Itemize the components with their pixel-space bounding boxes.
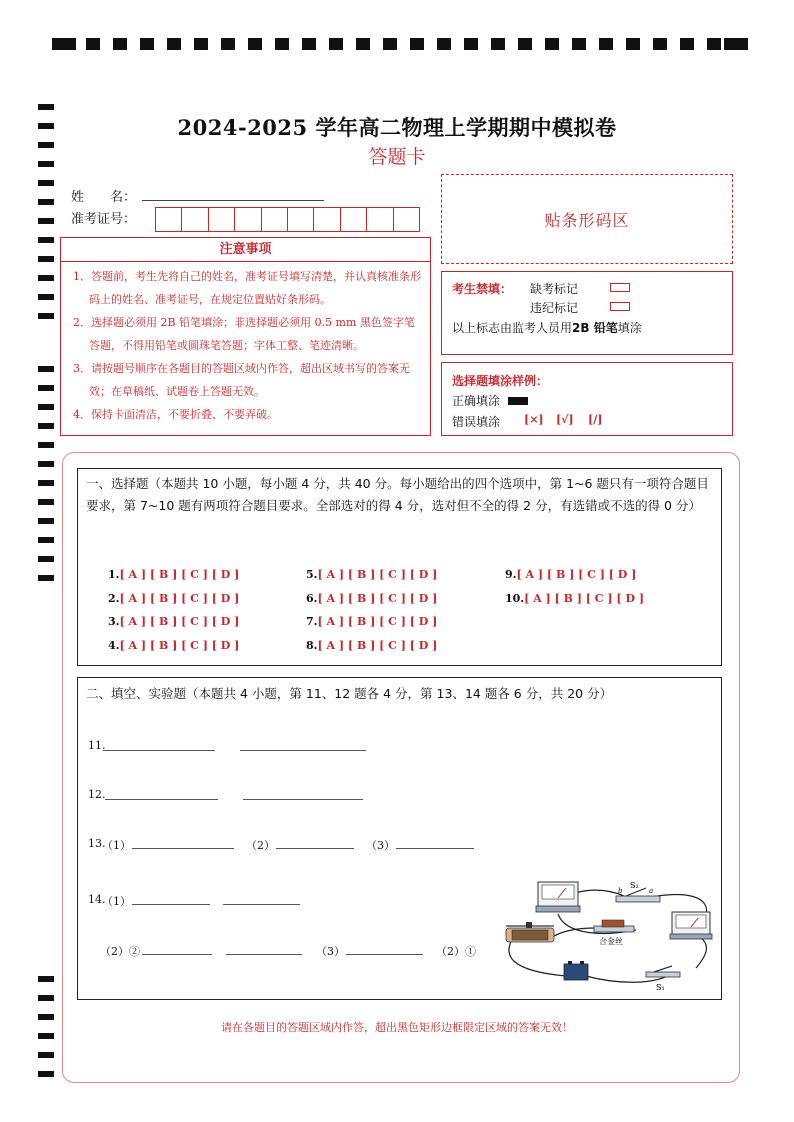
question-row[interactable] — [108, 568, 239, 581]
top-timing-marks — [52, 38, 748, 52]
question-row[interactable] — [505, 568, 636, 581]
sample-title: 选择题填涂样例： — [452, 374, 549, 388]
question-row[interactable] — [108, 592, 239, 605]
question-options[interactable]: [ A ] [ B ] [ C ] [ D ] — [317, 639, 438, 652]
q14-blank-2[interactable] — [223, 904, 300, 905]
timing-mark — [329, 38, 343, 50]
question-row[interactable] — [505, 592, 644, 605]
examinee-forbidden-box — [441, 271, 733, 355]
note-item: 3．请按题号顺序在各题目的答题区域内作答，超出区域书写的答案无效；在草稿纸、试题卷上答题无效。 — [73, 362, 410, 398]
q14-number: 14. — [88, 893, 106, 906]
barcode-area — [441, 174, 733, 264]
question-row[interactable] — [306, 615, 437, 628]
note-item: 1．答题前，考生先将自己的姓名，准考证号填写清楚，并认真核准条形码上的姓名、准考证号，在规定位置贴好条形码。 — [73, 270, 421, 306]
s1-label: S₁ — [656, 983, 665, 992]
timing-mark — [38, 104, 54, 110]
id-digit-box[interactable] — [156, 208, 182, 231]
section-fill-in — [77, 677, 722, 1000]
battery-icon — [564, 961, 588, 980]
question-options[interactable]: [ A ] [ B ] [ C ] [ D ] — [317, 568, 438, 581]
timing-mark — [38, 461, 54, 467]
question-row[interactable] — [108, 615, 239, 628]
forbidden-note — [452, 319, 642, 336]
timing-mark — [599, 38, 613, 50]
page-subtitle: 答题卡 — [368, 146, 426, 168]
note-item: 2．选择题必须用 2B 铅笔填涂；非选择题必须用 0.5 mm 黑色签字笔答题，不得用铅笔或圆珠笔答题；字体工整、笔迹清晰。 — [73, 316, 415, 352]
notes-heading: 注意事项 — [61, 238, 430, 262]
q12-number: 12. — [88, 788, 106, 801]
timing-mark — [38, 499, 54, 505]
timing-mark — [302, 38, 316, 50]
timing-mark — [437, 38, 451, 50]
q14-blank-1[interactable] — [132, 904, 210, 905]
timing-mark — [464, 38, 478, 50]
violation-label: 违纪标记 — [530, 301, 579, 315]
forbidden-note-suffix: 填涂 — [617, 321, 642, 335]
question-number: 9. — [505, 568, 517, 581]
id-digit-box[interactable] — [314, 208, 340, 231]
timing-mark — [626, 38, 640, 50]
alloy-label: 合金丝 — [599, 937, 623, 946]
timing-mark — [707, 38, 721, 50]
id-digit-box[interactable] — [209, 208, 235, 231]
id-digit-box[interactable] — [235, 208, 261, 231]
switch-s1-icon — [646, 966, 680, 977]
name-field[interactable] — [142, 200, 324, 201]
q12-blank-2[interactable] — [243, 799, 363, 800]
footer-warning: 请在各题目的答题区域内作答，超出黑色矩形边框限定区域的答案无效！ — [221, 1021, 573, 1034]
timing-mark — [275, 38, 289, 50]
q14-part3: （3） — [316, 945, 345, 958]
timing-mark — [38, 1071, 54, 1077]
q13-blank-3[interactable] — [396, 848, 474, 849]
timing-mark — [140, 38, 154, 50]
wrong-mark: [√] — [556, 413, 574, 426]
q13-blank-2[interactable] — [276, 848, 354, 849]
q11-blank-1[interactable] — [103, 750, 215, 751]
q14-part2a: （2）② — [100, 945, 140, 958]
timing-mark — [38, 976, 54, 982]
forbidden-note-prefix: 以上标志由监考人员用 — [452, 321, 573, 335]
id-digit-box[interactable] — [262, 208, 288, 231]
timing-mark — [38, 575, 54, 581]
timing-mark — [38, 180, 54, 186]
name-label: 姓 名： — [71, 190, 137, 205]
page-title: 2024-2025 学年高二物理上学期期中模拟卷 — [177, 115, 617, 140]
timing-mark — [38, 218, 54, 224]
timing-mark — [38, 275, 54, 281]
question-number: 3. — [108, 615, 120, 628]
question-options[interactable]: [ A ] [ B ] [ C ] [ D ] — [317, 615, 438, 628]
absent-mark-box[interactable] — [610, 283, 630, 292]
q14-blank-4[interactable] — [226, 954, 302, 955]
timing-mark — [724, 38, 748, 50]
timing-mark — [356, 38, 370, 50]
section2-heading: 二、填空、实验题（本题共 4 小题，第 11、12 题各 4 分，第 13、14 题各 6 分，共 20 分） — [86, 686, 613, 701]
violation-mark-box[interactable] — [610, 302, 630, 311]
q14-part1: （1） — [102, 895, 131, 908]
notes-box — [60, 237, 431, 436]
question-row[interactable] — [306, 639, 437, 652]
question-options[interactable]: [ A ] [ B ] [ C ] [ D ] — [119, 568, 240, 581]
timing-mark — [38, 423, 54, 429]
timing-mark — [38, 404, 54, 410]
question-row[interactable] — [306, 568, 437, 581]
voltmeter-icon — [536, 882, 580, 912]
timing-mark — [38, 518, 54, 524]
q11-number: 11. — [88, 739, 106, 752]
timing-mark — [38, 442, 54, 448]
section-multiple-choice — [77, 468, 722, 666]
question-options[interactable]: [ A ] [ B ] [ C ] [ D ] — [516, 568, 637, 581]
timing-mark — [38, 237, 54, 243]
q13-part1: （1） — [102, 839, 131, 852]
question-options[interactable]: [ A ] [ B ] [ C ] [ D ] — [119, 615, 240, 628]
question-number: 7. — [306, 615, 318, 628]
q13-number: 13. — [88, 837, 106, 850]
timing-mark — [38, 199, 54, 205]
timing-mark — [221, 38, 235, 50]
timing-mark — [572, 38, 586, 50]
a-label: a — [649, 887, 654, 895]
id-digit-box[interactable] — [182, 208, 208, 231]
question-options[interactable]: [ A ] [ B ] [ C ] [ D ] — [317, 592, 438, 605]
q12-blank-1[interactable] — [105, 799, 218, 800]
timing-mark — [653, 38, 667, 50]
barcode-label: 贴条形码区 — [544, 210, 630, 230]
q11-blank-2[interactable] — [240, 750, 366, 751]
b-label: b — [618, 887, 623, 895]
timing-mark — [518, 38, 532, 50]
timing-mark — [491, 38, 505, 50]
timing-mark — [410, 38, 424, 50]
circuit-diagram — [496, 876, 720, 1000]
timing-mark — [38, 995, 54, 1001]
question-number: 5. — [306, 568, 318, 581]
fill-sample-box — [441, 362, 733, 436]
question-number: 4. — [108, 639, 120, 652]
timing-mark — [38, 294, 54, 300]
timing-mark — [38, 537, 54, 543]
id-digit-box[interactable] — [394, 208, 419, 231]
q13-blank-1[interactable] — [132, 848, 234, 849]
q14-blank-3[interactable] — [142, 954, 212, 955]
timing-mark — [545, 38, 559, 50]
question-number: 1. — [108, 568, 120, 581]
q14-part2b: （2）① — [436, 945, 476, 958]
wrong-label: 错误填涂 — [452, 415, 501, 429]
wire — [696, 938, 706, 968]
correct-fill-mark — [508, 397, 528, 405]
question-row[interactable] — [108, 639, 239, 652]
timing-mark — [113, 38, 127, 50]
timing-mark — [52, 38, 76, 50]
timing-mark — [680, 38, 694, 50]
question-options[interactable]: [ A ] [ B ] [ C ] [ D ] — [119, 592, 240, 605]
q13-part2: （2） — [246, 839, 275, 852]
timing-mark — [248, 38, 262, 50]
timing-mark — [38, 256, 54, 262]
ammeter-icon — [670, 912, 712, 939]
note-item: 4．保持卡面清洁，不要折叠、不要弄破。 — [73, 408, 278, 421]
id-digit-box[interactable] — [367, 208, 393, 231]
absent-label: 缺考标记 — [530, 282, 579, 296]
q14-blank-5[interactable] — [346, 954, 423, 955]
timing-mark — [167, 38, 181, 50]
forbidden-note-bold: 2B 铅笔 — [572, 321, 618, 335]
alloy-wire-icon — [594, 920, 634, 932]
rheostat-icon — [506, 922, 554, 942]
question-number: 10. — [505, 592, 525, 605]
q13-part3: （3） — [366, 839, 395, 852]
wrong-mark: [×] — [524, 413, 544, 426]
id-digit-box[interactable] — [288, 208, 314, 231]
s2-label: S₂ — [630, 881, 639, 890]
id-digit-box[interactable] — [341, 208, 367, 231]
timing-mark — [38, 1052, 54, 1058]
timing-mark — [38, 556, 54, 562]
question-number: 8. — [306, 639, 318, 652]
section1-heading: 一、选择题（本题共 10 小题，每小题 4 分，共 40 分。每小题给出的四个选项中，第 1~6 题只有一项符合题目要求，第 7~10 题有两项符合题目要求。全部选对的得 4 分，选对但不全的得 2 分，有选错或不选的得 0 分） — [86, 476, 709, 513]
timing-mark — [383, 38, 397, 50]
wrong-mark: [/] — [588, 413, 603, 426]
question-number: 6. — [306, 592, 318, 605]
exam-id-boxes[interactable] — [155, 207, 420, 232]
timing-mark — [86, 38, 100, 50]
question-options[interactable]: [ A ] [ B ] [ C ] [ D ] — [119, 639, 240, 652]
timing-mark — [38, 366, 54, 372]
timing-mark — [38, 385, 54, 391]
forbidden-label: 考生禁填： — [452, 282, 513, 296]
question-options[interactable]: [ A ] [ B ] [ C ] [ D ] — [524, 592, 645, 605]
timing-mark — [194, 38, 208, 50]
id-label: 准考证号： — [71, 212, 137, 227]
question-number: 2. — [108, 592, 120, 605]
question-row[interactable] — [306, 592, 437, 605]
timing-mark — [38, 313, 54, 319]
timing-mark — [38, 480, 54, 486]
correct-label: 正确填涂 — [452, 394, 501, 408]
